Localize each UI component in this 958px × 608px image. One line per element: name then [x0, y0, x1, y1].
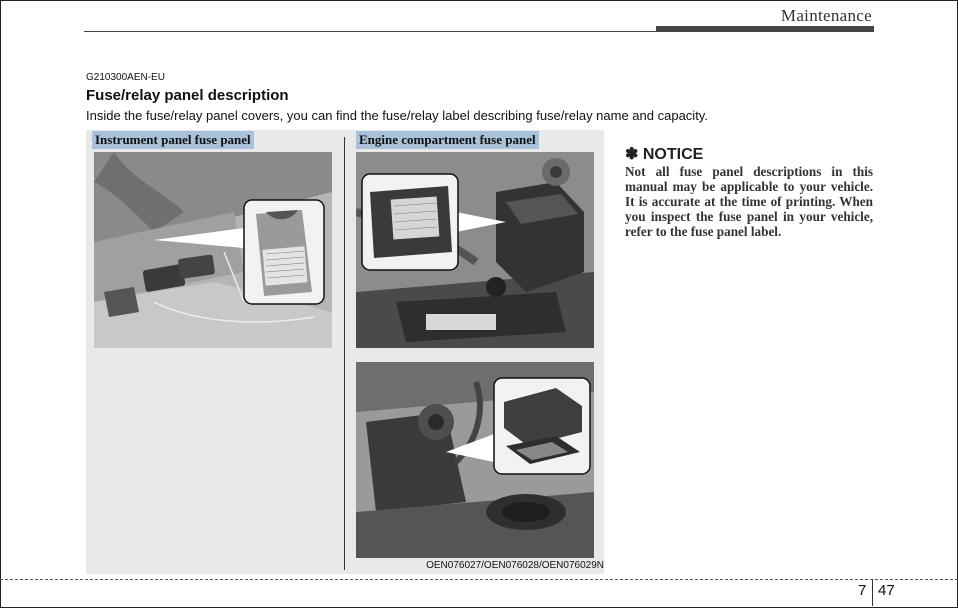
page-number: 47: [878, 582, 895, 599]
engine-fuse-photo-top: [356, 152, 594, 348]
footer-rule: [0, 579, 958, 580]
figure-reference: OEN076027/OEN076028/OEN076029N: [426, 560, 604, 571]
figure-divider: [344, 137, 345, 570]
section-header: [0, 0, 958, 40]
notice-body: Not all fuse panel descriptions in this manual may be applicable to your vehicle. It is accurate at the time of printing. When you inspect the fuse panel in your vehicle, refer to the fuse panel label.: [625, 164, 873, 239]
header-accent-bar: [656, 26, 874, 32]
notice-title: ✽ NOTICE: [625, 146, 704, 163]
engine-fuse-photo-bottom: [356, 362, 594, 558]
chapter-number: 7: [858, 582, 867, 599]
document-code: G210300AEN-EU: [86, 72, 165, 83]
instrument-panel-fuse-photo: [94, 152, 332, 348]
instrument-panel-caption: Instrument panel fuse panel: [92, 131, 254, 149]
engine-compartment-caption: Engine compartment fuse panel: [356, 131, 539, 149]
intro-text: Inside the fuse/relay panel covers, you can find the fuse/relay label describing fuse/relay name and capacity.: [86, 108, 708, 123]
page-title: Fuse/relay panel description: [86, 87, 289, 104]
footer-separator: [872, 579, 873, 606]
section-title: Maintenance: [780, 6, 872, 25]
